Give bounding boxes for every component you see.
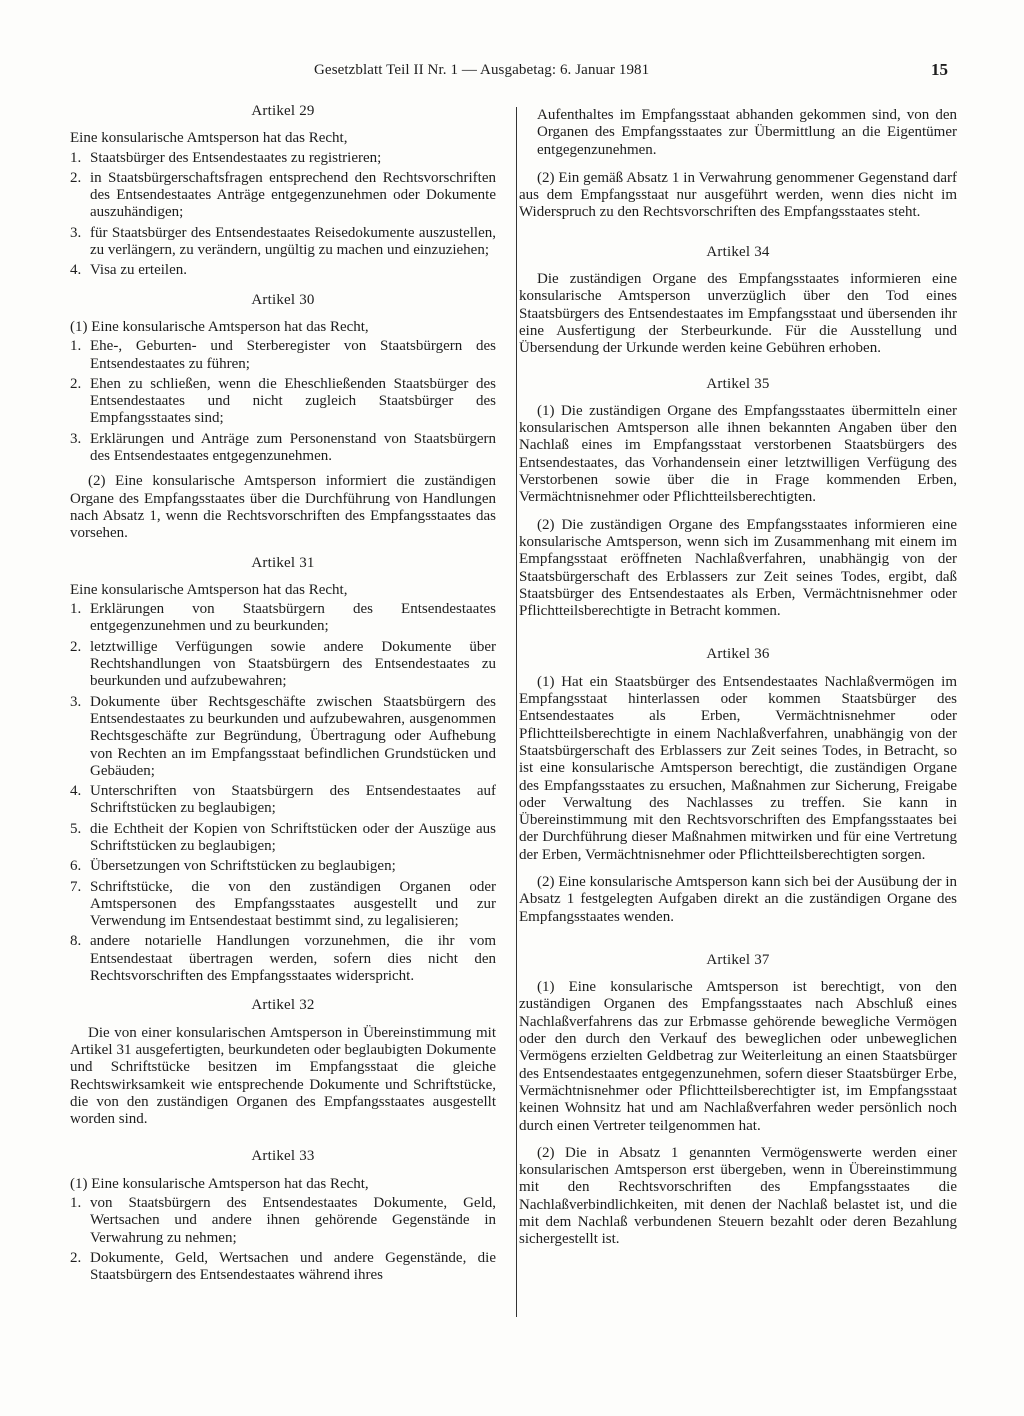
- list-item: [70, 1195, 496, 1247]
- article-37: [519, 952, 957, 1249]
- item-text: von Staatsbürgern des Entsendestaates Dokumente, Geld, Wertsachen und andere ihnen gehörende Gegenstände in Verwahrung zu nehmen;: [90, 1195, 496, 1246]
- list-item: [70, 933, 496, 985]
- list-item: [70, 601, 496, 636]
- item-text: die Echtheit der Kopien von Schriftstücken oder der Auszüge aus Schriftstücken zu beglaubigen;: [90, 820, 496, 854]
- item-text: Ehe-, Geburten- und Sterberegister von Staatsbürgern des Entsendestaates zu führen;: [90, 338, 496, 372]
- article-title: Artikel 37: [706, 951, 770, 968]
- list-item: [70, 376, 496, 428]
- page-number: 15: [931, 60, 948, 79]
- article-paragraph: (2) Die in Absatz 1 genannten Vermögenswerte werden einer konsularischen Amtsperson erst übergeben, wenn in Übereinstimmung mit den Rechtsvorschriften des Empfangsstaates die Nachlaßverbindlichkeiten, mit denen der Nachlaß belastet ist, und die mit dem Nachlaß verbundenen Steuern bezahlt oder deren Bezahlung sichergestellt ist.: [519, 1144, 957, 1248]
- item-number: 7.: [70, 878, 82, 895]
- article-paragraph: (2) Eine konsularische Amtsperson informiert die zuständigen Organe des Empfangsstaates über die Durchführung von Handlungen nach Absatz 1, wenn die Rechtsvorschriften des Empfangsstaates das vorsehen.: [70, 473, 496, 542]
- item-number: 4.: [70, 262, 82, 279]
- article-33-continuation: Aufenthaltes im Empfangsstaat abhanden gekommen sind, von den Organen des Empfangsstaates zur Übermittlung an die Eigentümer entgegenzunehmen.: [537, 107, 957, 158]
- list-item: [70, 150, 496, 167]
- item-text: Übersetzungen von Schriftstücken zu beglaubigen;: [90, 858, 396, 875]
- item-number: 3.: [70, 224, 82, 241]
- list-item: [70, 338, 496, 373]
- list-item: [70, 225, 496, 260]
- item-number: 3.: [70, 693, 82, 710]
- article-paragraph: (2) Ein gemäß Absatz 1 in Verwahrung genommener Gegenstand darf aus dem Empfangsstaat nur ausgeführt werden, wenn dies nicht im Widerspruch zu den Rechtsvorschriften des Empfangsstaates steht.: [519, 169, 957, 221]
- item-text: Dokumente über Rechtsgeschäfte zwischen Staatsbürgern des Entsendestaates zu beurkunden und aufzubewahren, ausgenommen Rechtsgeschäfte zur Begründung, Übertragung oder Aufhebung von Rechten an im Empfangsstaat befindlichen Grundstücken und Gebäuden;: [90, 693, 496, 779]
- item-text: Dokumente, Geld, Wertsachen und andere Gegenstände, die Staatsbürgern des Entsendestaates während ihres: [90, 1249, 496, 1284]
- article-title: Artikel 30: [251, 291, 315, 308]
- item-number: 5.: [70, 820, 82, 837]
- article-paragraph: Die von einer konsularischen Amtsperson in Übereinstimmung mit Artikel 31 ausgefertigten, beurkundeten oder beglaubigten Dokumente und Schriftstücke besitzen im Empfangsstaat die gleiche Rechtswirksamkeit wie entsprechende Dokumente und Schriftstücke, die von den zuständigen Organen des Empfangsstaates ausgestellt worden sind.: [70, 1024, 496, 1128]
- list-item: [70, 639, 496, 691]
- list-item: [70, 170, 496, 222]
- item-number: 2.: [70, 1249, 82, 1266]
- page-header: Gesetzblatt Teil II Nr. 1 — Ausgabetag: 6. Januar 1981: [314, 62, 650, 78]
- item-text: Staatsbürger des Entsendestaates zu registrieren;: [90, 149, 382, 166]
- article-paragraph: (2) Eine konsularische Amtsperson kann sich bei der Ausübung der in Absatz 1 festgelegten Aufgaben direkt an die zuständigen Organe des Empfangsstaates wenden.: [519, 873, 957, 925]
- article-31: [70, 555, 496, 986]
- article-intro: (1) Eine konsularische Amtsperson hat das Recht,: [70, 1175, 369, 1192]
- list-item: [70, 431, 496, 466]
- list-item: [70, 1250, 496, 1285]
- item-number: 4.: [70, 783, 82, 800]
- article-29: [70, 103, 496, 280]
- item-text: in Staatsbürgerschaftsfragen entsprechend den Rechtsvorschriften des Entsendestaates Anträge entgegenzunehmen oder Dokumente auszuhändigen;: [90, 169, 496, 221]
- article-title: Artikel 34: [706, 243, 770, 260]
- item-text: Schriftstücke, die von den zuständigen Organen oder Amtspersonen des Empfangsstaates ausgestellt und zur Verwendung im Entsendestaat bestimmt sind, zu legalisieren;: [90, 878, 496, 930]
- item-text: für Staatsbürger des Entsendestaates Reisedokumente auszustellen, zu verlängern, zu verändern, ungültig zu machen und einzuziehen;: [90, 224, 496, 259]
- article-34: [519, 244, 957, 358]
- article-list: [70, 150, 496, 280]
- article-title: Artikel 32: [251, 997, 315, 1014]
- item-number: 8.: [70, 933, 82, 950]
- item-number: 1.: [70, 601, 82, 618]
- article-intro: (1) Eine konsularische Amtsperson hat das Recht,: [70, 318, 369, 335]
- item-text: Erklärungen und Anträge zum Personenstand von Staatsbürgern des Entsendestaates entgegenzunehmen.: [90, 430, 496, 465]
- left-column: [70, 103, 496, 1297]
- article-title: Artikel 35: [706, 375, 770, 392]
- article-list: [70, 601, 496, 985]
- article-paragraph: (1) Eine konsularische Amtsperson ist berechtigt, von den zuständigen Organen des Empfangsstaates nach Abschluß eines Nachlaßverfahrens das zur Erbmasse gehörende bewegliche Vermögen oder den durch den Verkauf des beweglichen oder unbeweglichen Vermögens erzielten Geldbetrag zur Weiterleitung an einen Staatsbürger des Entsendestaates entgegenzunehmen, sofern dieser Staatsbürger Erbe, Vermächtnisnehmer oder Pflichtteilsberechtigter ist, im Empfangsstaat keinen Wohnsitz hat und am Nachlaßverfahren weder persönlich noch durch einen Vertreter teilgenommen hat.: [519, 979, 957, 1134]
- article-intro: Eine konsularische Amtsperson hat das Recht,: [70, 130, 348, 147]
- right-column: [516, 107, 957, 1317]
- list-item: [70, 783, 496, 818]
- list-item: [70, 879, 496, 931]
- article-title: Artikel 36: [706, 646, 770, 663]
- item-text: Visa zu erteilen.: [90, 262, 187, 279]
- article-list: [70, 1195, 496, 1284]
- article-list: [70, 338, 496, 465]
- item-text: Unterschriften von Staatsbürgern des Entsendestaates auf Schriftstücken zu beglaubigen;: [90, 783, 496, 817]
- item-number: 1.: [70, 1195, 82, 1212]
- article-36: [519, 646, 957, 925]
- article-35: [519, 376, 957, 621]
- item-text: Ehen zu schließen, wenn die Eheschließenden Staatsbürger des Entsendestaates und nicht zugleich Staatsbürger des Empfangsstaates sind;: [90, 375, 496, 427]
- article-32: [70, 997, 496, 1128]
- article-title: Artikel 31: [251, 554, 315, 571]
- item-number: 2.: [70, 638, 82, 655]
- article-paragraph: Die zuständigen Organe des Empfangsstaates informieren eine konsularische Amtsperson unverzüglich über den Tod eines Staatsbürgers des Entsendestaates im Empfangsstaat und übersenden ihr eine Ausfertigung der Sterbeurkunde. Für die Ausstellung und Übersendung der Urkunde werden keine Gebühren erhoben.: [519, 271, 957, 357]
- item-number: 1.: [70, 149, 82, 166]
- item-number: 3.: [70, 430, 82, 447]
- item-number: 1.: [70, 338, 82, 355]
- item-number: 6.: [70, 858, 82, 875]
- article-title: Artikel 33: [251, 1148, 315, 1165]
- list-item: [70, 694, 496, 780]
- item-text: andere notarielle Handlungen vorzunehmen, die ihr vom Entsendestaat übertragen werden, sofern dies nicht den Rechtsvorschriften des Empfangsstaates widerspricht.: [90, 933, 496, 985]
- list-item: [70, 858, 496, 875]
- list-item: [70, 262, 496, 279]
- list-item: [70, 821, 496, 856]
- article-33: [70, 1148, 496, 1284]
- article-paragraph: (1) Hat ein Staatsbürger des Entsendestaates Nachlaßvermögen im Empfangsstaat hinterlassen oder kommen Staatsbürger des Entsendestaates als Erben, Vermächtnisnehmer oder Pflichtteilsberechtigte in einem Nachlaßverfahren, unabhängig von der Staatsbürgerschaft des Erblassers zur Zeit seines Todes, in Betracht, so ist eine konsularische Amtsperson berechtigt, die zuständigen Organe des Empfangsstaates zu ersuchen, Maßnahmen zur Sicherung, Freigabe oder Verwaltung des Nachlasses zu treffen. Sie kann in Übereinstimmung mit den Rechtsvorschriften des Empfangsstaates bei der Durchführung dieser Maßnahmen mitwirken und für eine Vertretung der Erben, Vermächtnisnehmer oder Pflichtteilsberechtigten sorgen.: [519, 673, 957, 863]
- article-30: [70, 292, 496, 543]
- article-paragraph: (2) Die zuständigen Organe des Empfangsstaates informieren eine konsularische Amtsperson, wenn sich im Zusammenhang mit einem im Empfangsstaat eröffneten Nachlaßverfahren, unabhängig von der Staatsbürgerschaft des Erblassers zur Zeit seines Todes, ergibt, daß Staatsbürger des Entsendestaates als Erben, Vermächtnisnehmer oder Pflichtteilsberechtigte in Betracht kommen.: [519, 516, 957, 620]
- item-text: Erklärungen von Staatsbürgern des Entsendestaates entgegenzunehmen und zu beurkunden;: [90, 601, 496, 635]
- article-intro: Eine konsularische Amtsperson hat das Recht,: [70, 581, 348, 598]
- item-text: letztwillige Verfügungen sowie andere Dokumente über Rechtshandlungen von Staatsbürgern des Entsendestaates zu beurkunden und aufzubewahren;: [90, 638, 496, 690]
- article-paragraph: (1) Die zuständigen Organe des Empfangsstaates übermitteln einer konsularischen Amtsperson alle ihnen bekannten Angaben über den Nachlaß eines im Empfangsstaat verstorbenen Staatsbürgers des Entsendestaates, das Vorhandensein einer letztwilligen Verfügung des Verstorbenen sowie über die in Frage kommenden Erben, Vermächtnisnehmer oder Pflichtteilsberechtigten.: [519, 402, 957, 506]
- article-title: Artikel 29: [251, 103, 315, 119]
- item-number: 2.: [70, 169, 82, 186]
- item-number: 2.: [70, 375, 82, 392]
